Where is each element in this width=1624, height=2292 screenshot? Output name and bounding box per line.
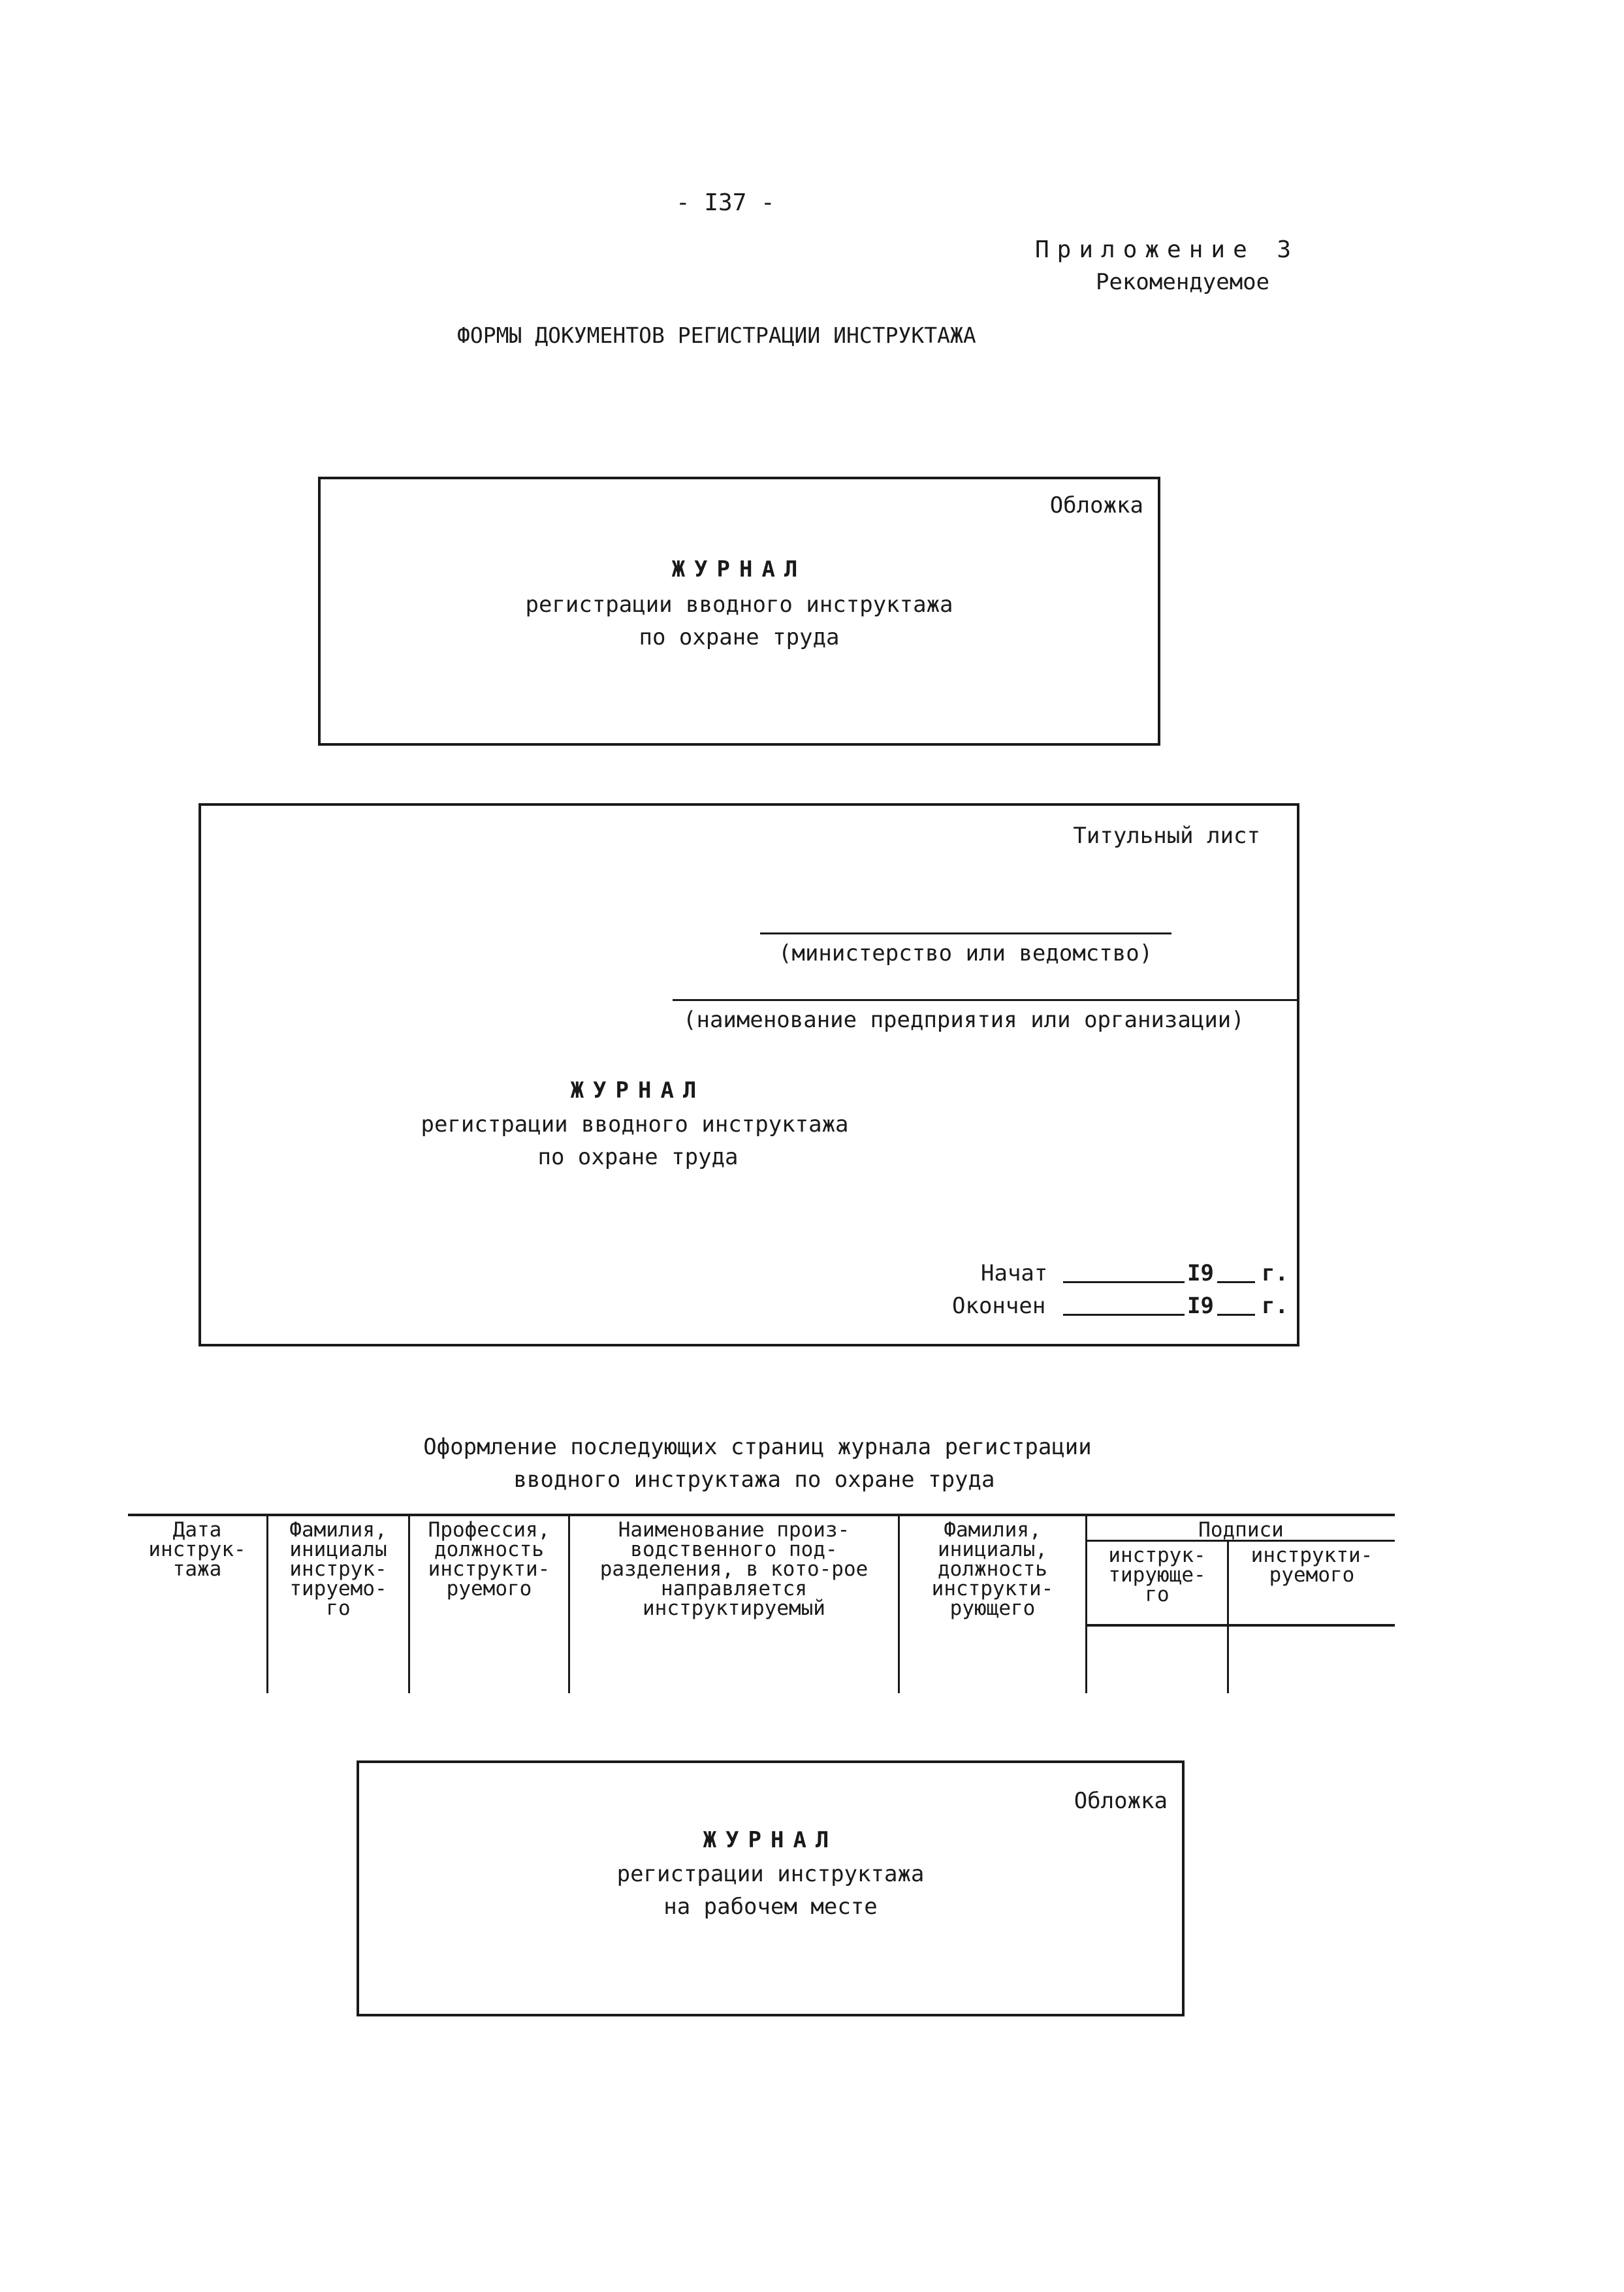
started-year: I9 xyxy=(1187,1260,1214,1286)
appendix-title: Приложение 3 xyxy=(1035,236,1299,263)
col-header-instructor: Фамилия, инициалы, должность инструкти-рующего xyxy=(899,1515,1087,1625)
title-sheet-label: Титульный лист xyxy=(1073,823,1260,849)
col-header-unit: Наименование произ-водственного под-разделения, в кото-рое направляется инструктируемый xyxy=(569,1515,899,1625)
finished-year: I9 xyxy=(1187,1293,1214,1319)
table-row xyxy=(128,1625,1395,1693)
journal-subtitle-line1: регистрации вводного инструктажа xyxy=(525,592,953,618)
journal-subtitle-line2: по охране труда xyxy=(537,1144,739,1170)
appendix-subtitle: Рекомендуемое xyxy=(1096,269,1270,295)
finished-year-suffix: г. xyxy=(1262,1293,1288,1319)
started-label: Начат xyxy=(981,1260,1048,1286)
finished-label: Окончен xyxy=(952,1293,1046,1319)
started-year-suffix: г. xyxy=(1262,1260,1288,1286)
journal-title: ЖУРНАЛ xyxy=(703,1827,838,1853)
journal-title: ЖУРНАЛ xyxy=(570,1077,706,1104)
table-cell xyxy=(268,1625,409,1693)
cover-label: Обложка xyxy=(1049,492,1143,518)
table-cell xyxy=(128,1625,268,1693)
journal-subtitle-line1: регистрации вводного инструктажа xyxy=(421,1111,849,1138)
col-header-signatures: Подписи xyxy=(1087,1515,1395,1541)
col-header-sig-instructed: инструкти-руемого xyxy=(1228,1541,1395,1626)
ministry-line xyxy=(760,932,1171,934)
journal-title: ЖУРНАЛ xyxy=(671,556,807,582)
col-header-profession: Профессия, должность инструкти-руемого xyxy=(409,1515,569,1625)
col-header-date: Дата инструк-тажа xyxy=(128,1515,268,1625)
table-cell xyxy=(1087,1625,1228,1693)
document-heading: ФОРМЫ ДОКУМЕНТОВ РЕГИСТРАЦИИ ИНСТРУКТАЖА xyxy=(457,323,976,348)
organization-caption: (наименование предприятия или организации) xyxy=(683,1007,1245,1033)
cover-label: Обложка xyxy=(1074,1788,1168,1814)
pages-caption-line2: вводного инструктажа по охране труда xyxy=(513,1467,995,1493)
journal-subtitle-line2: по охране труда xyxy=(639,624,840,650)
table-cell xyxy=(1228,1625,1395,1693)
cover-box-intro xyxy=(318,477,1160,746)
col-header-name: Фамилия, инициалы инструк-тируемо-го xyxy=(268,1515,409,1625)
journal-table xyxy=(128,1514,1395,1693)
title-sheet-box xyxy=(199,803,1299,1346)
journal-subtitle-line2: на рабочем месте xyxy=(663,1894,878,1920)
finished-year-line xyxy=(1217,1314,1255,1316)
col-header-sig-instructor: инструк-тирующе-го xyxy=(1087,1541,1228,1626)
ministry-caption: (министерство или ведомство) xyxy=(778,940,1153,966)
started-date-line xyxy=(1063,1281,1185,1283)
page-number: - I37 - xyxy=(676,189,775,216)
organization-line xyxy=(673,999,1299,1001)
cover-box-workplace xyxy=(357,1760,1185,2016)
journal-subtitle-line1: регистрации инструктажа xyxy=(616,1861,925,1887)
table-cell xyxy=(409,1625,569,1693)
table-cell xyxy=(899,1625,1087,1693)
started-year-line xyxy=(1217,1281,1255,1283)
finished-date-line xyxy=(1063,1314,1185,1316)
table-cell xyxy=(569,1625,899,1693)
pages-caption-line1: Оформление последующих страниц журнала регистрации xyxy=(423,1434,1092,1460)
